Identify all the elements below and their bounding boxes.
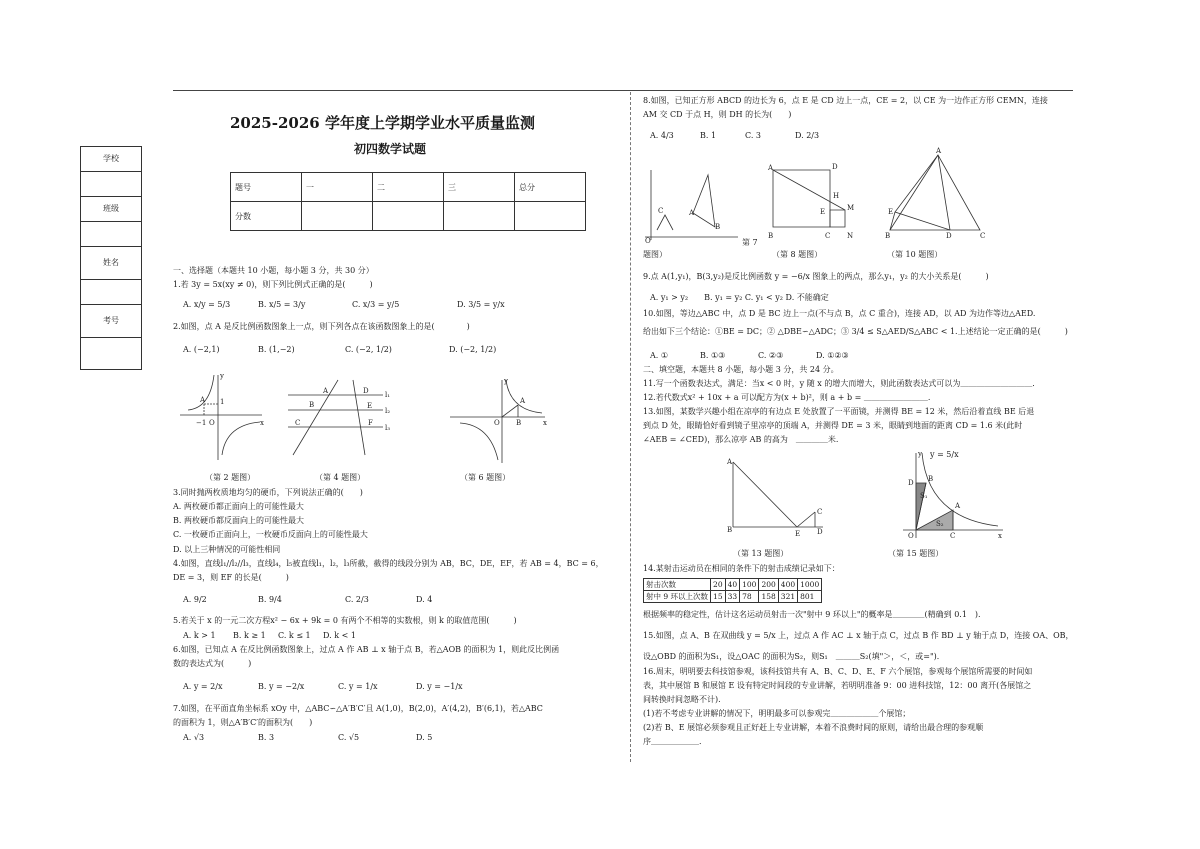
svg-text:S₂: S₂ bbox=[936, 520, 944, 528]
figure-q8 bbox=[765, 162, 855, 242]
svg-text:x: x bbox=[260, 419, 264, 427]
table-cell: 158 bbox=[759, 591, 778, 603]
question-2: 2.如图，点 A 是反比例函数图象上一点，则下列各点在该函数图象上的是( ) bbox=[173, 322, 470, 331]
svg-text:D: D bbox=[908, 479, 914, 487]
fig7-label: 第 7 bbox=[742, 238, 758, 247]
question-16-line2: 表，其中展馆 B 和展馆 E 设有特定时间段的专业讲解，若明明准备 9：00 进科技馆，12：00 离开(各展馆之 bbox=[643, 681, 1032, 690]
svg-text:l₁: l₁ bbox=[385, 391, 391, 399]
q4-option-c: C. 2/3 bbox=[345, 595, 369, 604]
question-6-line1: 6.如图，已知点 A 在反比例函数图象上，过点 A 作 AB ⊥ x 轴于点 B，若△AOB 的面积为 1，则此反比例函 bbox=[173, 645, 560, 654]
q10-option-b: B. ①③ bbox=[700, 351, 726, 360]
svg-text:D: D bbox=[946, 232, 952, 240]
svg-text:E: E bbox=[888, 208, 894, 216]
q4-option-a: A. 9/2 bbox=[183, 595, 207, 604]
question-4-line2: DE = 3，则 EF 的长是( ) bbox=[173, 573, 289, 582]
question-16-line3: 间转换时间忽略不计). bbox=[643, 695, 721, 704]
q2-option-a: A. (−2,1) bbox=[183, 345, 220, 354]
q3-option-a: A. 两枚硬币都正面向上的可能性最大 bbox=[173, 502, 304, 511]
question-5: 5.若关于 x 的一元二次方程x² − 6x + 9k = 0 有两个不相等的实数根，则 k 的取值范围( ) bbox=[173, 616, 517, 625]
svg-text:N: N bbox=[847, 232, 854, 240]
score-cell: 二 bbox=[373, 173, 444, 202]
fig7-caption: 题图） bbox=[643, 250, 667, 259]
q8-option-b: B. 1 bbox=[700, 131, 717, 140]
q1-option-a: A. x/y = 5/3 bbox=[183, 300, 231, 309]
q8-option-d: D. 2/3 bbox=[795, 131, 820, 140]
q1-option-d: D. 3/5 = y/x bbox=[457, 300, 505, 309]
svg-text:A: A bbox=[727, 458, 733, 466]
score-cell[interactable] bbox=[444, 202, 515, 231]
question-15-line2: 设△OBD 的面积为S₁，设△OAC 的面积为S₂，则S₁ ＿＿＿S₂(填"＞，＜，或=")． bbox=[643, 652, 945, 661]
svg-text:O: O bbox=[209, 419, 215, 427]
fig2-caption: （第 2 题图） bbox=[205, 473, 256, 482]
question-7-line2: 的面积为 1，则△A′B′C′的面积为( ) bbox=[173, 718, 313, 727]
question-12: 12.若代数式x² + 10x + a 可以配方为(x + b)²，则 a + b = ＿＿＿＿＿＿＿＿. bbox=[643, 393, 931, 402]
student-info-box bbox=[80, 146, 142, 370]
table-cell: 40 bbox=[725, 579, 740, 591]
table-cell: 射中 9 环以上次数 bbox=[644, 591, 711, 603]
svg-text:F: F bbox=[368, 419, 373, 427]
table-cell: 1000 bbox=[798, 579, 822, 591]
svg-text:C: C bbox=[980, 232, 986, 240]
svg-text:C: C bbox=[950, 532, 956, 540]
svg-text:x: x bbox=[998, 532, 1002, 540]
question-4-line1: 4.如图，直线l₁//l₂//l₃，直线l₄，l₅被直线l₁，l₂，l₃所截，截得的线段分别为 AB，BC，DE，EF，若 AB = 4，BC = 6， bbox=[173, 559, 604, 568]
score-cell[interactable] bbox=[302, 202, 373, 231]
svg-text:l₃: l₃ bbox=[385, 424, 391, 432]
question-8-line2: AM 交 CD 于点 H，则 DH 的长为( ) bbox=[643, 110, 792, 119]
svg-text:D: D bbox=[817, 528, 823, 536]
svg-text:H: H bbox=[833, 192, 840, 200]
table-cell: 15 bbox=[711, 591, 726, 603]
svg-text:E: E bbox=[795, 530, 801, 538]
section-1-heading: 一、选择题（本题共 10 小题，每小题 3 分，共 30 分） bbox=[173, 266, 374, 275]
question-14-answer-line: 根据频率的稳定性，估计这名运动员射击一次"射中 9 环以上"的概率是＿＿＿＿(精确到 0.1 ). bbox=[643, 610, 981, 619]
score-cell: 总分 bbox=[515, 173, 586, 202]
table-cell: 100 bbox=[740, 579, 759, 591]
table-cell: 20 bbox=[711, 579, 726, 591]
question-13-line1: 13.如图，某数学兴趣小组在凉亭的有边点 E 处放置了一平面镜，并测得 BE = 12 米，然后沿着直线 BE 后退 bbox=[643, 407, 1035, 416]
column-divider bbox=[630, 92, 631, 762]
svg-text:1: 1 bbox=[220, 398, 225, 406]
question-15-line1: 15.如图，点 A、B 在双曲线 y = 5/x 上，过点 A 作 AC ⊥ x 轴于点 C，过点 B 作 BD ⊥ y 轴于点 D，连接 OA、OB， bbox=[643, 631, 1074, 640]
figure-q15 bbox=[898, 448, 1008, 543]
svg-text:D: D bbox=[363, 387, 369, 395]
svg-text:D: D bbox=[832, 163, 838, 171]
table-cell: 200 bbox=[759, 579, 778, 591]
svg-text:C: C bbox=[295, 419, 301, 427]
question-3: 3.同时抛两枚质地均匀的硬币，下列说法正确的( ) bbox=[173, 488, 363, 497]
q1-option-b: B. x/5 = 3/y bbox=[258, 300, 306, 309]
figure-q6 bbox=[450, 375, 550, 465]
fig15-caption: （第 15 题图） bbox=[888, 549, 944, 558]
question-13-line3: ∠AEB = ∠CED)，那么凉亭 AB 的高为 ＿＿＿＿米. bbox=[643, 435, 839, 444]
svg-text:C: C bbox=[817, 508, 823, 516]
q8-option-a: A. 4/3 bbox=[650, 131, 674, 140]
q10-option-d: D. ①②③ bbox=[816, 351, 849, 360]
svg-text:B: B bbox=[727, 526, 733, 534]
side-label-name: 姓名 bbox=[81, 247, 141, 280]
q10-option-a: A. ① bbox=[650, 351, 669, 360]
svg-text:A: A bbox=[936, 147, 942, 155]
question-10-line2: 给出如下三个结论：①BE = DC；② △DBE∽△ADC；③ 3/4 ≤ S△AED/S△ABC < 1.上述结论一定正确的是( ) bbox=[643, 327, 1068, 336]
question-13-line2: 到点 D 处，眼睛恰好看到镜子里凉亭的顶端 A，并测得 DE = 3 米，眼睛到地面的距离 CD = 1.6 米(此时 bbox=[643, 421, 1023, 430]
table-cell: 400 bbox=[778, 579, 797, 591]
svg-text:E: E bbox=[820, 208, 826, 216]
q3-option-b: B. 两枚硬币都反面向上的可能性最大 bbox=[173, 516, 304, 525]
q5-option-d: D. k < 1 bbox=[323, 631, 356, 640]
score-cell[interactable] bbox=[515, 202, 586, 231]
q2-option-c: C. (−2, 1/2) bbox=[345, 345, 392, 354]
question-8-line1: 8.如图，已知正方形 ABCD 的边长为 6，点 E 是 CD 边上一点，CE = 2，以 CE 为一边作正方形 CEMN，连接 bbox=[643, 96, 1048, 105]
fig15-formula: y = 5/x bbox=[930, 450, 959, 459]
top-rule bbox=[173, 90, 1073, 91]
q5-option-a: A. k > 1 bbox=[183, 631, 216, 640]
svg-text:B: B bbox=[516, 419, 522, 427]
q5-option-b: B. k ≥ 1 bbox=[233, 631, 266, 640]
q7-option-d: D. 5 bbox=[416, 733, 433, 742]
score-cell: 三 bbox=[444, 173, 515, 202]
svg-text:A: A bbox=[323, 387, 329, 395]
svg-text:A: A bbox=[955, 502, 961, 510]
question-11: 11.写一个函数表达式，满足：当x < 0 时，y 随 x 的增大而增大，则此函数表达式可以为＿＿＿＿＿＿＿＿＿． bbox=[643, 379, 1041, 388]
svg-text:O: O bbox=[494, 419, 500, 427]
fig13-caption: （第 13 题图） bbox=[733, 549, 789, 558]
score-cell[interactable]: 分数 bbox=[231, 202, 302, 231]
q3-option-c: C. 一枚硬币正面向上，一枚硬币反面向上的可能性最大 bbox=[173, 530, 368, 539]
q6-option-a: A. y = 2/x bbox=[183, 682, 223, 691]
svg-text:C: C bbox=[658, 207, 664, 215]
table-cell: 801 bbox=[798, 591, 822, 603]
q6-option-d: D. y = −1/x bbox=[416, 682, 463, 691]
q4-option-d: D. 4 bbox=[416, 595, 433, 604]
question-16-part2: (2)若 B、E 展馆必须参观且正好赶上专业讲解，本着不浪费时间的原则，请给出最合理的参观顺 bbox=[643, 723, 984, 732]
q6-option-c: C. y = 1/x bbox=[338, 682, 378, 691]
page-subtitle: 初四数学试题 bbox=[354, 142, 427, 156]
side-label-school: 学校 bbox=[81, 147, 141, 172]
svg-text:M: M bbox=[847, 204, 855, 212]
fig4-caption: （第 4 题图） bbox=[315, 473, 366, 482]
score-cell[interactable] bbox=[373, 202, 444, 231]
q3-option-d: D. 以上三种情况的可能性相同 bbox=[173, 545, 281, 554]
q9-options: A. y₁ > y₂ B. y₁ = y₂ C. y₁ < y₂ D. 不能确定 bbox=[650, 293, 829, 302]
q6-option-b: B. y = −2/x bbox=[258, 682, 305, 691]
q10-option-c: C. ②③ bbox=[758, 351, 784, 360]
question-16-part2-answer: 序＿＿＿＿＿＿． bbox=[643, 737, 707, 746]
svg-text:A: A bbox=[200, 396, 206, 404]
svg-text:O: O bbox=[645, 237, 651, 245]
svg-text:B: B bbox=[768, 232, 774, 240]
q5-option-c: C. k ≤ 1 bbox=[278, 631, 311, 640]
question-10-line1: 10.如图，等边△ABC 中，点 D 是 BC 边上一点(不与点 B，点 C 重合)，连接 AD，以 AD 为边作等边△AED. bbox=[643, 309, 1036, 318]
svg-text:y: y bbox=[504, 377, 508, 385]
side-label-class: 班级 bbox=[81, 197, 141, 222]
page-title: 2025-2026 学年度上学期学业水平质量监测 bbox=[230, 114, 535, 132]
figure-q7 bbox=[643, 165, 743, 245]
svg-text:B: B bbox=[928, 475, 934, 483]
score-cell: 一 bbox=[302, 173, 373, 202]
svg-text:A: A bbox=[520, 397, 526, 405]
q8-option-c: C. 3 bbox=[745, 131, 762, 140]
q2-option-b: B. (1,−2) bbox=[258, 345, 295, 354]
table-cell: 射击次数 bbox=[644, 579, 711, 591]
fig6-caption: （第 6 题图） bbox=[460, 473, 511, 482]
q4-option-b: B. 9/4 bbox=[258, 595, 282, 604]
svg-text:S₁: S₁ bbox=[920, 492, 928, 500]
svg-text:x: x bbox=[543, 419, 547, 427]
q2-option-d: D. (−2, 1/2) bbox=[449, 345, 497, 354]
frequency-table bbox=[643, 578, 822, 603]
side-label-exam-no: 考号 bbox=[81, 305, 141, 338]
question-14: 14.某射击运动员在相同的条件下的射击成绩记录如下： bbox=[643, 564, 840, 573]
question-6-line2: 数的表达式为( ) bbox=[173, 659, 252, 668]
section-2-heading: 二、填空题，本题共 8 小题，每小题 3 分，共 24 分。 bbox=[643, 365, 839, 374]
question-16-line1: 16.周末，明明要去科技馆参观，该科技馆共有 A、B、C、D、E、F 六个展馆，参观每个展馆所需要的时间如 bbox=[643, 667, 1033, 676]
svg-text:l₂: l₂ bbox=[385, 407, 391, 415]
figure-q10 bbox=[880, 147, 990, 240]
question-9: 9.点 A(1,y₁)，B(3,y₂)是反比例函数 y = −6/x 图象上的两点，那么y₁，y₂ 的大小关系是( ) bbox=[643, 272, 989, 281]
figure-q2 bbox=[180, 370, 270, 465]
svg-text:y: y bbox=[918, 450, 922, 458]
question-1: 1.若 3y = 5x(xy ≠ 0)，则下列比例式正确的是( ) bbox=[173, 280, 373, 289]
table-cell: 78 bbox=[740, 591, 759, 603]
svg-text:C: C bbox=[825, 232, 831, 240]
question-16-part1: (1)若不考虑专业讲解的情况下，明明最多可以参观完＿＿＿＿＿＿个展馆； bbox=[643, 709, 911, 718]
figure-q13 bbox=[725, 452, 835, 542]
score-cell: 题号 bbox=[231, 173, 302, 202]
fig8-caption: （第 8 题图） bbox=[772, 250, 823, 259]
svg-text:O: O bbox=[908, 532, 914, 540]
q1-option-c: C. x/3 = y/5 bbox=[352, 300, 400, 309]
svg-text:A: A bbox=[689, 209, 695, 217]
figure-q4 bbox=[283, 375, 393, 465]
svg-text:y: y bbox=[220, 372, 224, 380]
q7-option-a: A. √3 bbox=[183, 733, 205, 742]
svg-text:B: B bbox=[309, 401, 315, 409]
svg-text:B: B bbox=[715, 223, 721, 231]
table-cell: 321 bbox=[778, 591, 797, 603]
q7-option-b: B. 3 bbox=[258, 733, 275, 742]
table-cell: 33 bbox=[725, 591, 740, 603]
question-7-line1: 7.如图，在平面直角坐标系 xOy 中，△ABC∽△A′B′C′且 A(1,0)，B(2,0)，A′(4,2)，B′(6,1)，若△ABC bbox=[173, 704, 543, 713]
svg-text:A: A bbox=[768, 164, 774, 172]
score-table bbox=[230, 172, 586, 231]
fig10-caption: （第 10 题图） bbox=[887, 250, 943, 259]
q7-option-c: C. √5 bbox=[338, 733, 360, 742]
svg-text:E: E bbox=[367, 402, 373, 410]
svg-text:−1: −1 bbox=[196, 419, 207, 427]
svg-text:B: B bbox=[885, 232, 891, 240]
